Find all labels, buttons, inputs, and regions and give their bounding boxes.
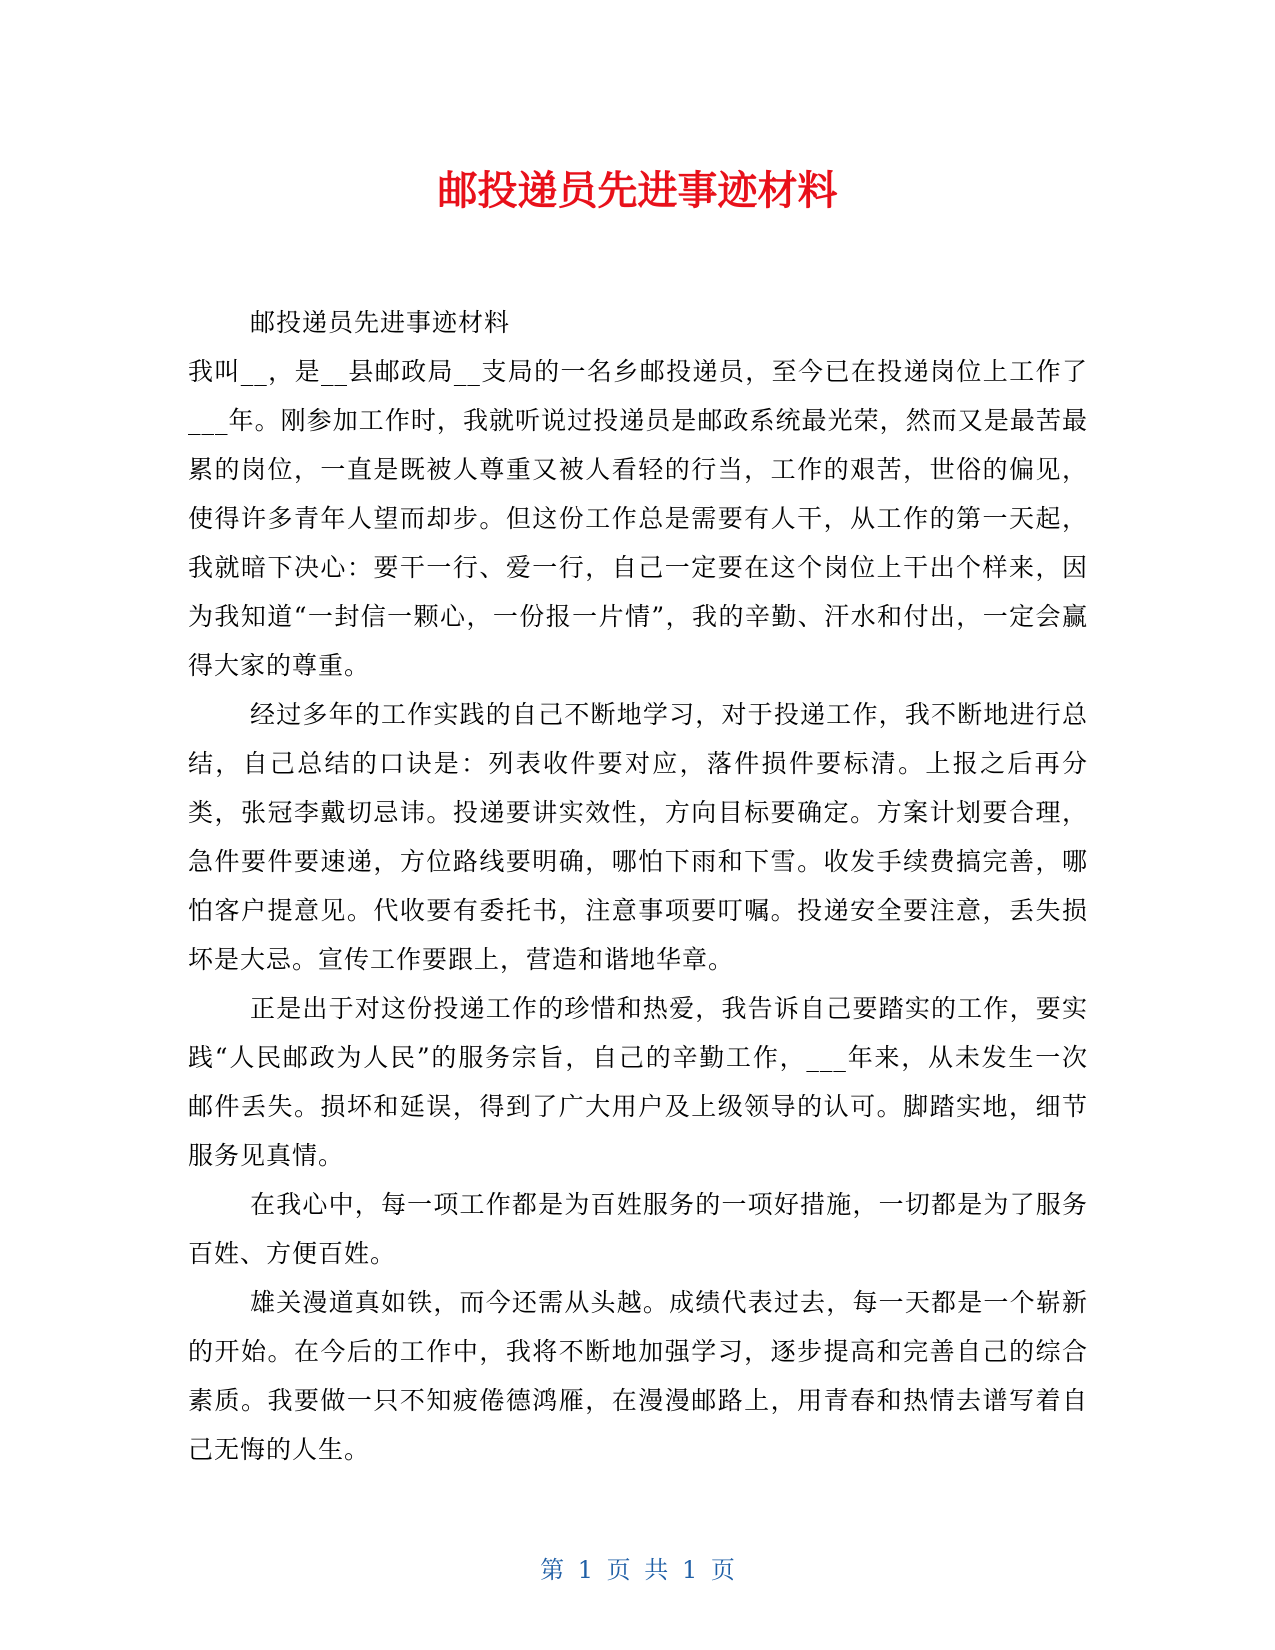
paragraph-5: 雄关漫道真如铁，而今还需从头越。成绩代表过去，每一天都是一个崭新的开始。在今后的工作中，我将不断地加强学习，逐步提高和完善自己的综合素质。我要做一只不知疲倦德鸿雁，在漫漫邮路上，用青春和热情去谱写着自己无悔的人生。 — [188, 1288, 1088, 1464]
paragraph-3: 正是出于对这份投递工作的珍惜和热爱，我告诉自己要踏实的工作，要实践“人民邮政为人民”的服务宗旨，自己的辛勤工作，___年来，从未发生一次邮件丢失。损坏和延误，得到了广大用户及上级领导的认可。脚踏实地，细节服务见真情。 — [188, 994, 1088, 1170]
paragraph-4: 在我心中，每一项工作都是为百姓服务的一项好措施，一切都是为了服务百姓、方便百姓。 — [188, 1190, 1088, 1268]
document-body — [188, 298, 1088, 1474]
page-footer: 第 1 页 共 1 页 — [540, 1556, 735, 1584]
page-title: 邮投递员先进事迹材料 — [437, 168, 838, 214]
paragraph-2: 经过多年的工作实践的自己不断地学习，对于投递工作，我不断地进行总结，自己总结的口诀是：列表收件要对应，落件损件要标清。上报之后再分类，张冠李戴切忌讳。投递要讲实效性，方向目标要确定。方案计划要合理，急件要件要速递，方位路线要明确，哪怕下雨和下雪。收发手续费搞完善，哪怕客户提意见。代收要有委托书，注意事项要叮嘱。投递安全要注意，丢失损坏是大忌。宣传工作要跟上，营造和谐地华章。 — [188, 700, 1088, 974]
paragraph-subtitle: 邮投递员先进事迹材料 — [250, 308, 511, 337]
paragraph-1: 我叫__，是__县邮政局__支局的一名乡邮投递员，至今已在投递岗位上工作了___年。刚参加工作时，我就听说过投递员是邮政系统最光荣，然而又是最苦最累的岗位，一直是既被人尊重又被人看轻的行当，工作的艰苦，世俗的偏见，使得许多青年人望而却步。但这份工作总是需要有人干，从工作的第一天起，我就暗下决心：要干一行、爱一行，自己一定要在这个岗位上干出个样来，因为我知道“一封信一颗心，一份报一片情”，我的辛勤、汗水和付出，一定会赢得大家的尊重。 — [188, 357, 1088, 680]
